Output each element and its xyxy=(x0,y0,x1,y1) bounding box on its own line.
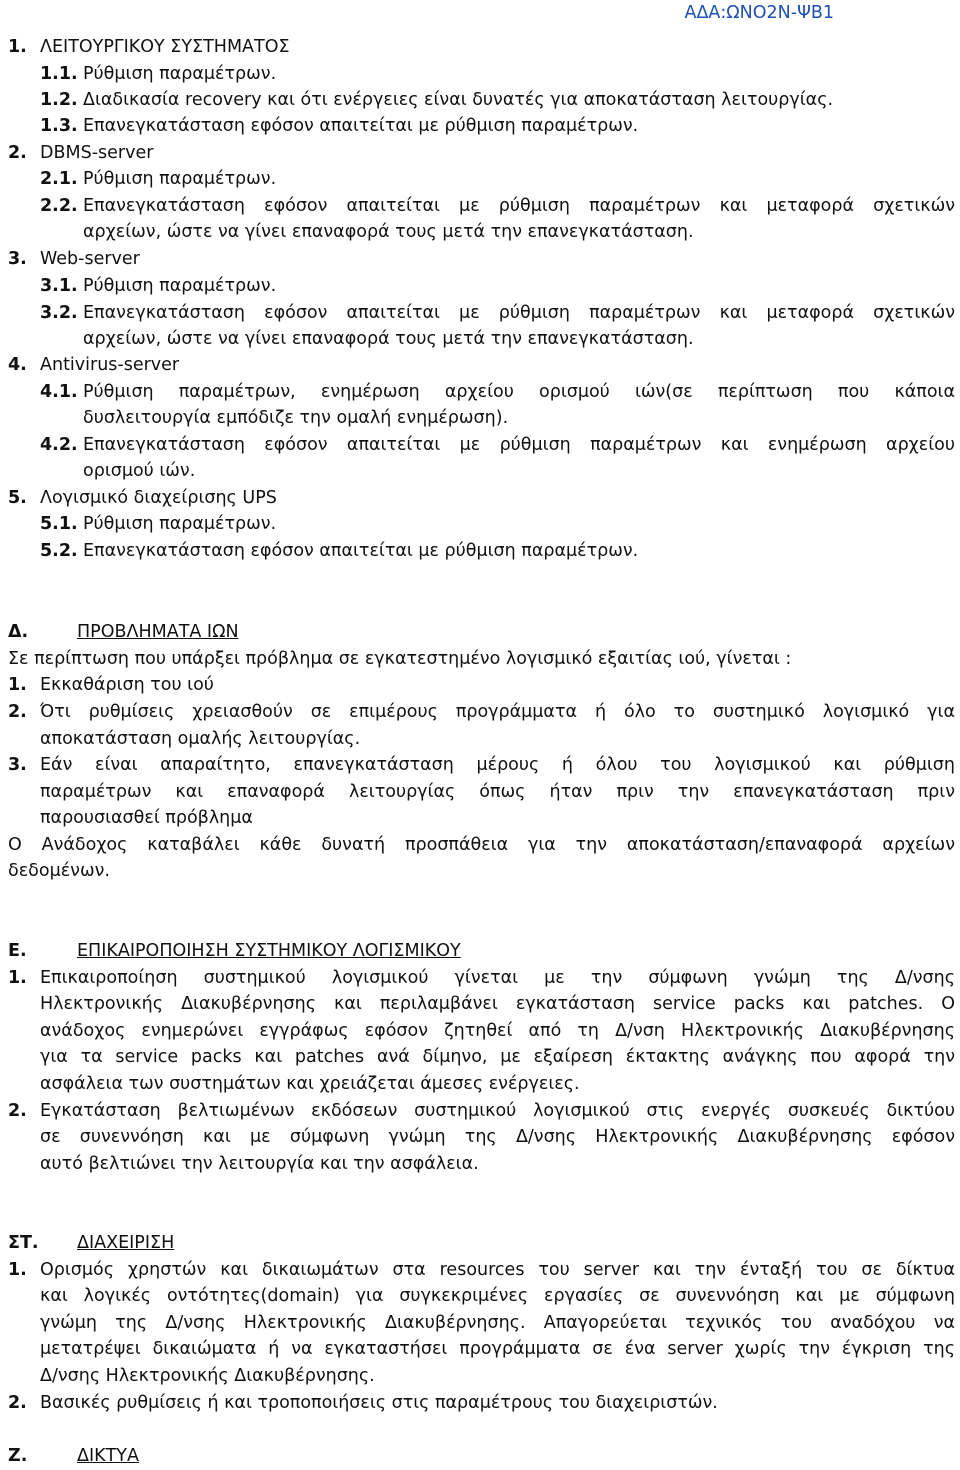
e-item2-line1: Εγκατάσταση βελτιωμένων εκδόσεων συστημικού λογισμικού στις ενεργές συσκευές δικτύου xyxy=(40,1101,955,1121)
s2-num: 2. xyxy=(8,143,27,163)
d-item2-line2: αποκατάσταση ομαλής λειτουργίας. xyxy=(40,729,361,749)
s3-2-num: 3.2. xyxy=(40,303,78,323)
s1-2-num: 1.2. xyxy=(40,90,78,110)
s1-title: ΛΕΙΤΟΥΡΓΙΚΟΥ ΣΥΣΤΗΜΑΤΟΣ xyxy=(40,37,290,57)
section-st-letter: ΣΤ. xyxy=(8,1233,39,1253)
s5-num: 5. xyxy=(8,488,27,508)
s5-2-num: 5.2. xyxy=(40,541,78,561)
e-item1-line3: ανάδοχος ενημερώνει εγγράφως εφόσον ζητηθεί από τη Δ/νση Ηλεκτρονικής Διακυβέρνησης xyxy=(40,1021,955,1041)
s3-1-num: 3.1. xyxy=(40,276,78,296)
s3-1-text: Ρύθμιση παραμέτρων. xyxy=(83,276,277,296)
s2-2-num: 2.2. xyxy=(40,196,78,216)
s3-title: Web-server xyxy=(40,249,140,269)
st-item1-line2: και λογικές οντότητες(domain) για συγκεκριμένες εργασίες σε συνεννόηση και με σύμφωνη xyxy=(40,1286,955,1306)
s4-1-line2: δυσλειτουργία εμπόδιζε την ομαλή ενημέρωση). xyxy=(83,408,509,428)
ada-code: ΑΔΑ:ΩΝΟ2Ν-ΨΒ1 xyxy=(684,3,834,23)
st-item2-num: 2. xyxy=(8,1393,27,1413)
st-item1-line3: γνώμη της Δ/νσης Ηλεκτρονικής Διακυβέρνησης. Απαγορεύεται τεχνικός του αναδόχου να xyxy=(40,1313,955,1333)
d-item3-line1: Εάν είναι απαραίτητο, επανεγκατάσταση μέρους ή όλου του λογισμικού και ρύθμιση xyxy=(40,755,955,775)
s1-3-num: 1.3. xyxy=(40,116,78,136)
s4-2-line1: Επανεγκατάσταση εφόσον απαιτείται με ρύθμιση παραμέτρων και ενημέρωση αρχείου xyxy=(83,435,955,455)
section-st-title: ΔΙΑΧΕΙΡΙΣΗ xyxy=(77,1233,175,1253)
d-outro-line1: Ο Ανάδοχος καταβάλει κάθε δυνατή προσπάθεια για την αποκατάσταση/επαναφορά αρχείων xyxy=(8,835,955,855)
s2-2-line2: αρχείων, ώστε να γίνει επαναφορά τους μετά την επανεγκατάσταση. xyxy=(83,222,694,242)
d-item1-text: Εκκαθάριση του ιού xyxy=(40,675,214,695)
d-outro-line2: δεδομένων. xyxy=(8,861,110,881)
section-d-letter: Δ. xyxy=(8,622,29,642)
s4-1-line1: Ρύθμιση παραμέτρων, ενημέρωση αρχείου ορισμού ιών(σε περίπτωση που κάποια xyxy=(83,382,955,402)
s3-2-line2: αρχείων, ώστε να γίνει επαναφορά τους μετά την επανεγκατάσταση. xyxy=(83,329,694,349)
s4-1-num: 4.1. xyxy=(40,382,78,402)
s5-1-text: Ρύθμιση παραμέτρων. xyxy=(83,514,277,534)
d-item1-num: 1. xyxy=(8,675,27,695)
s4-num: 4. xyxy=(8,355,27,375)
s1-3-text: Επανεγκατάσταση εφόσον απαιτείται με ρύθμιση παραμέτρων. xyxy=(83,116,639,136)
e-item1-line5: ασφάλεια των συστημάτων και χρειάζεται άμεσες ενέργειες. xyxy=(40,1074,580,1094)
s4-2-line2: ορισμού ιών. xyxy=(83,461,196,481)
section-z-letter: Ζ. xyxy=(8,1446,28,1466)
e-item2-num: 2. xyxy=(8,1101,27,1121)
s2-2-line1: Επανεγκατάσταση εφόσον απαιτείται με ρύθμιση παραμέτρων και μεταφορά σχετικών xyxy=(83,196,955,216)
d-item3-line3: παρουσιασθεί πρόβλημα xyxy=(40,808,253,828)
d-item3-num: 3. xyxy=(8,755,27,775)
s4-2-num: 4.2. xyxy=(40,435,78,455)
s1-num: 1. xyxy=(8,37,27,57)
s2-1-text: Ρύθμιση παραμέτρων. xyxy=(83,169,277,189)
s3-num: 3. xyxy=(8,249,27,269)
s5-1-num: 5.1. xyxy=(40,514,78,534)
section-d-intro: Σε περίπτωση που υπάρξει πρόβλημα σε εγκατεστημένο λογισμικό εξαιτίας ιού, γίνεται : xyxy=(8,649,792,669)
st-item1-line5: Δ/νσης Ηλεκτρονικής Διακυβέρνησης. xyxy=(40,1366,375,1386)
s3-2-line1: Επανεγκατάσταση εφόσον απαιτείται με ρύθμιση παραμέτρων και μεταφορά σχετικών xyxy=(83,303,955,323)
section-z-title: ΔΙΚΤΥΑ xyxy=(77,1446,139,1466)
e-item1-line1: Επικαιροποίηση συστημικού λογισμικού γίνεται με την σύμφωνη γνώμη της Δ/νσης xyxy=(40,968,955,988)
e-item1-num: 1. xyxy=(8,968,27,988)
e-item2-line2: σε συνεννόηση και με σύμφωνη γνώμη της Δ/νσης Ηλεκτρονικής Διακυβέρνησης εφόσον xyxy=(40,1127,955,1147)
d-item2-num: 2. xyxy=(8,702,27,722)
st-item1-num: 1. xyxy=(8,1260,27,1280)
st-item2-text: Βασικές ρυθμίσεις ή και τροποποιήσεις στις παραμέτρους του διαχειριστών. xyxy=(40,1393,718,1413)
e-item1-line2: Ηλεκτρονικής Διακυβέρνησης και περιλαμβάνει εγκατάσταση service packs και patches. Ο xyxy=(40,994,955,1014)
s5-2-text: Επανεγκατάσταση εφόσον απαιτείται με ρύθμιση παραμέτρων. xyxy=(83,541,639,561)
s2-1-num: 2.1. xyxy=(40,169,78,189)
st-item1-line1: Ορισμός χρηστών και δικαιωμάτων στα resources του server και την ένταξή του σε δίκτυα xyxy=(40,1260,955,1280)
e-item2-line3: αυτό βελτιώνει την λειτουργία και την ασφάλεια. xyxy=(40,1154,479,1174)
st-item1-line4: μετατρέψει δικαιώματα ή να εγκαταστήσει προγράμματα σε ένα server χωρίς την έγκριση της xyxy=(40,1339,955,1359)
s5-title: Λογισμικό διαχείρισης UPS xyxy=(40,488,277,508)
d-item3-line2: παραμέτρων και επαναφορά λειτουργίας όπως ήταν πριν την επανεγκατάσταση πριν xyxy=(40,782,955,802)
s4-title: Antivirus-server xyxy=(40,355,180,375)
e-item1-line4: για τα service packs και patches ανά δίμηνο, με εξαίρεση έκτακτης ανάγκης που αφορά την xyxy=(40,1047,955,1067)
section-e-title: ΕΠΙΚΑΙΡΟΠΟΙΗΣΗ ΣΥΣΤΗΜΙΚΟΥ ΛΟΓΙΣΜΙΚΟΥ xyxy=(77,941,461,961)
d-item2-line1: Ότι ρυθμίσεις χρειασθούν σε επιμέρους προγράμματα ή όλο το συστημικό λογισμικό για xyxy=(40,702,955,722)
section-e-letter: Ε. xyxy=(8,941,27,961)
section-d-title: ΠΡΟΒΛΗΜΑΤΑ ΙΩΝ xyxy=(77,622,239,642)
s2-title: DBMS-server xyxy=(40,143,154,163)
s1-1-text: Ρύθμιση παραμέτρων. xyxy=(83,64,277,84)
s1-2-text: Διαδικασία recovery και ότι ενέργειες είναι δυνατές για αποκατάσταση λειτουργίας. xyxy=(83,90,834,110)
s1-1-num: 1.1. xyxy=(40,64,78,84)
